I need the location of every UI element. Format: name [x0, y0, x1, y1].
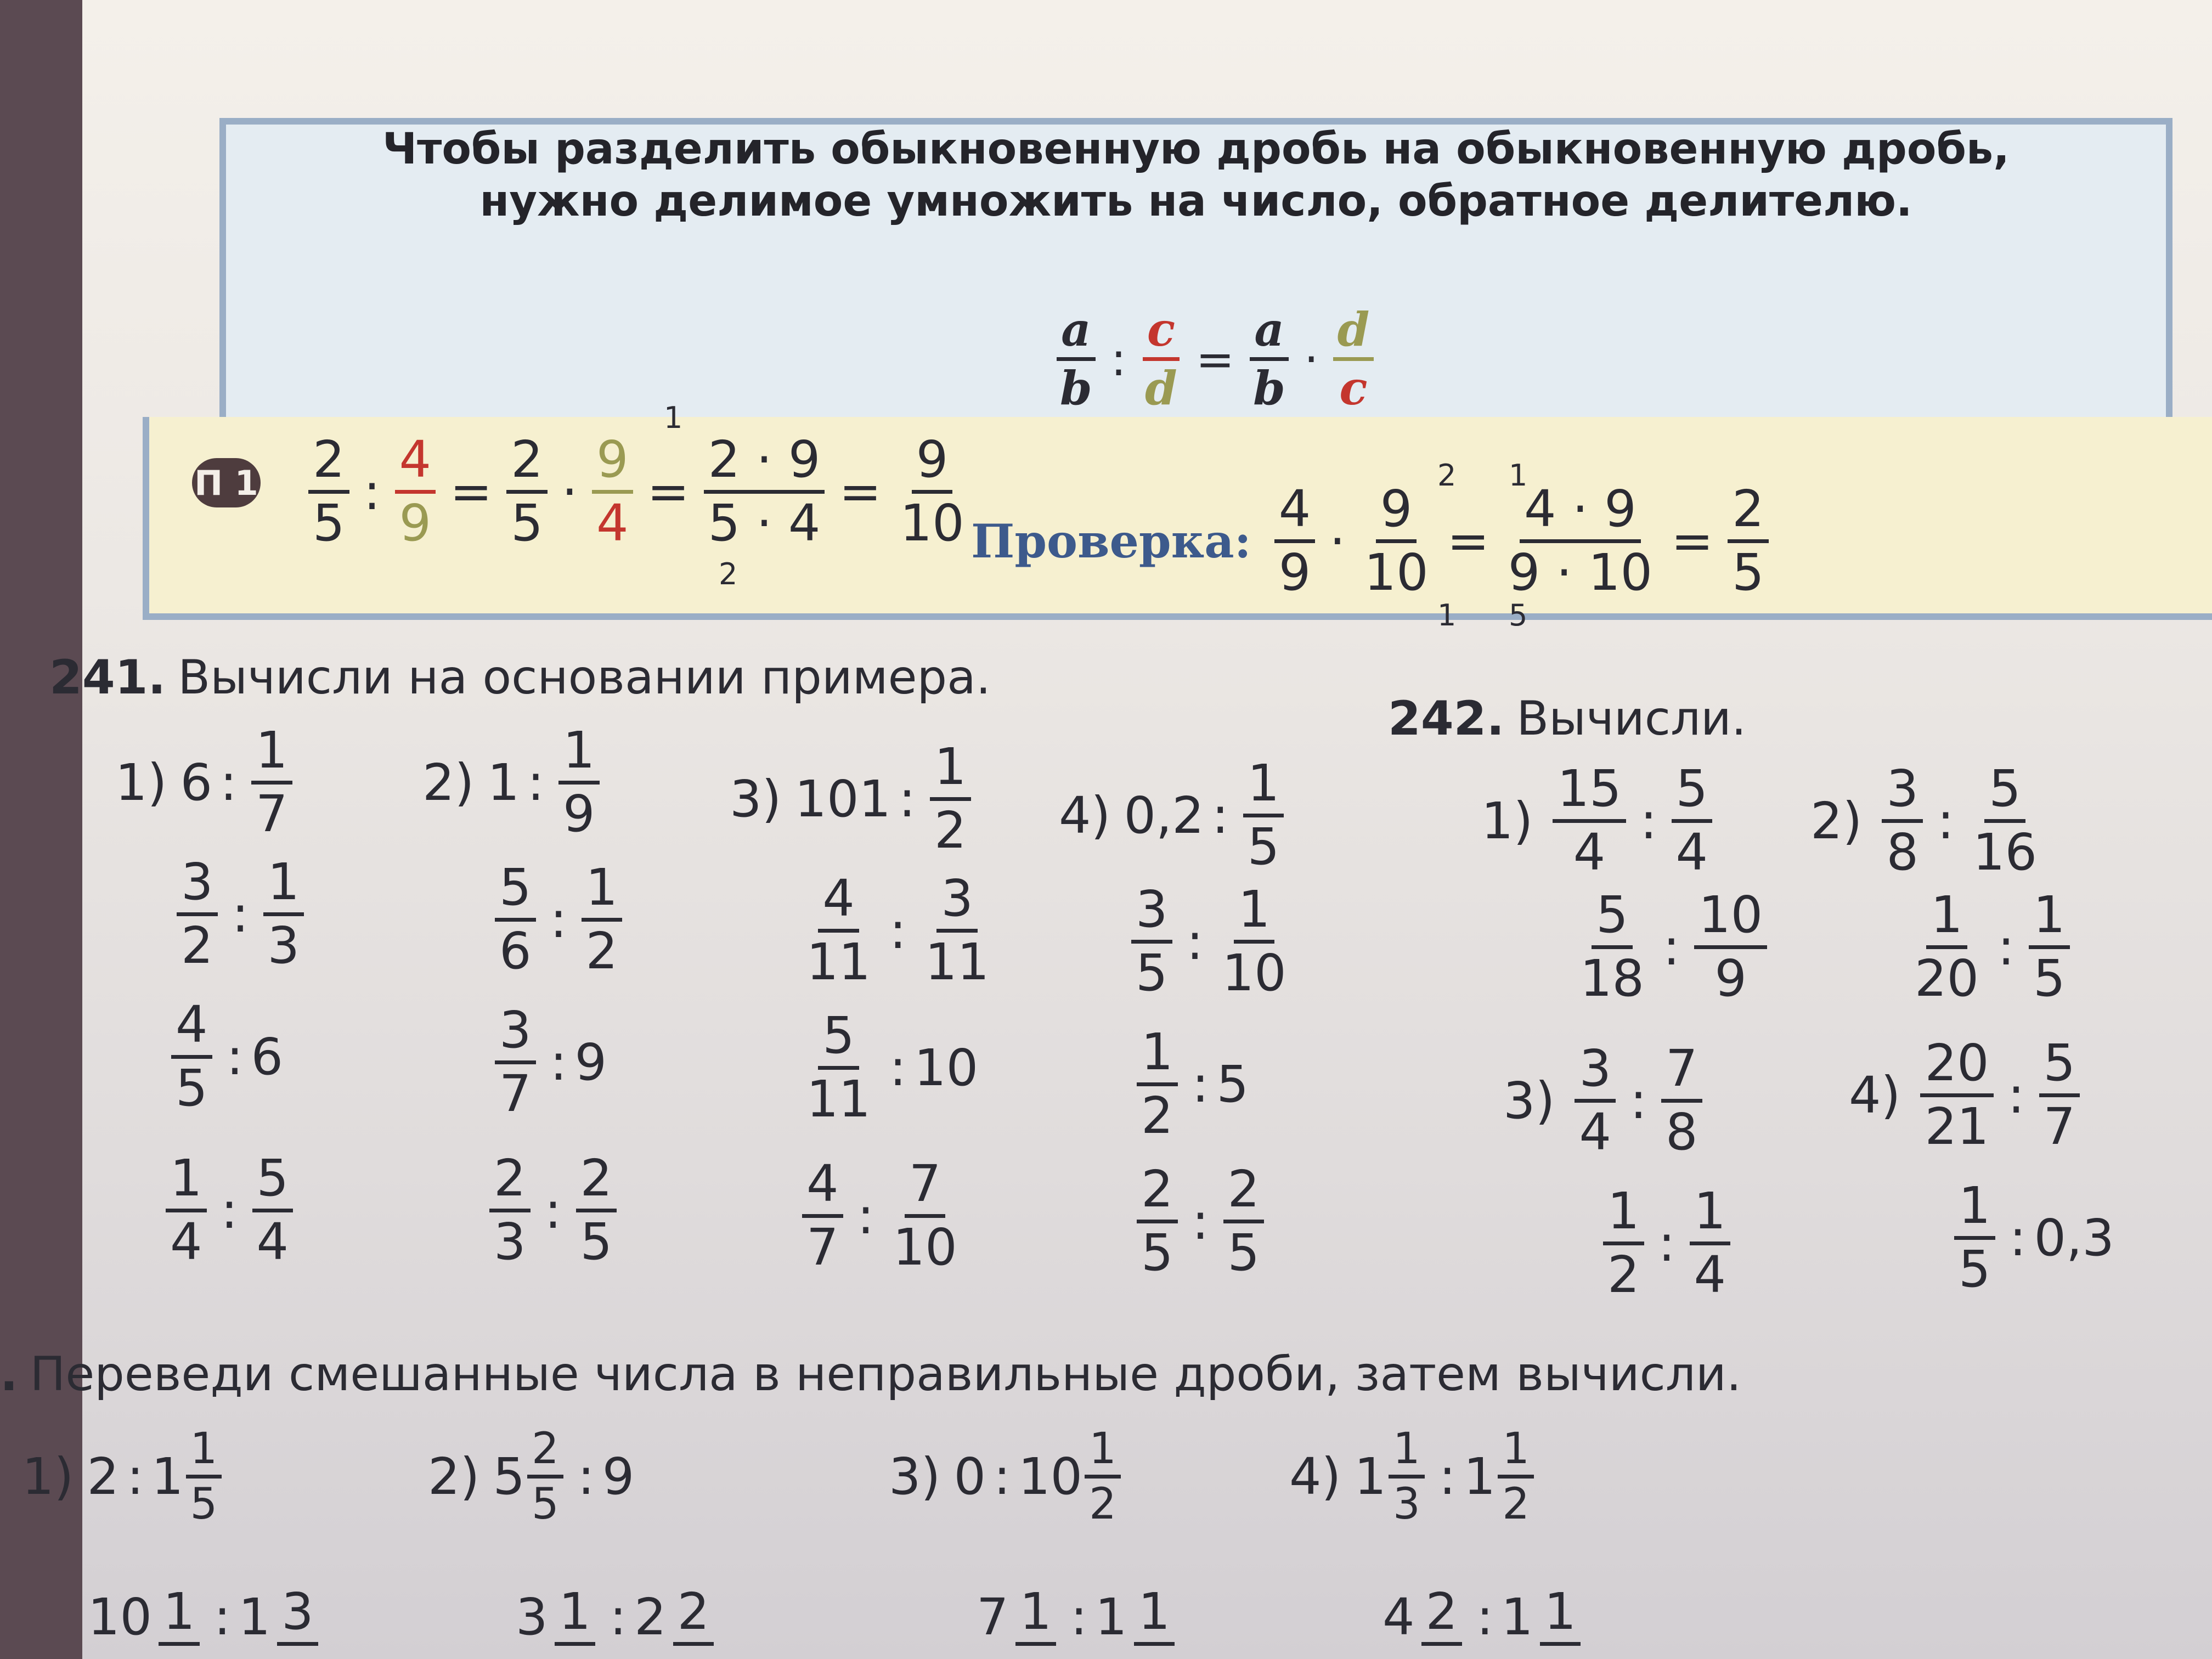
ex242-1-row1: 1) $\frac{15}{4}$ : $\frac{5}{4}$ [1481, 763, 1719, 879]
frac: $\frac{7}{10}$ [893, 1154, 957, 1277]
frac: $\frac{5}{7}$ [2039, 1037, 2080, 1153]
ex241-2-row3: $\frac{3}{7}$ : 9 [488, 1004, 607, 1120]
ex243-row2-4: 4 2 : 1 1 [1383, 1585, 1587, 1649]
exercise-243-heading [0, 1347, 1741, 1402]
mixed-number: 5 $\frac{2}{5}$ [493, 1426, 569, 1527]
ex242-3-row1: 3) $\frac{3}{4}$ : $\frac{7}{8}$ [1503, 1042, 1709, 1159]
ex242-4-row1: 4) $\frac{20}{21}$ : $\frac{5}{7}$ [1849, 1037, 2086, 1153]
ex241-1-row2: $\frac{3}{2}$ : $\frac{1}{3}$ [170, 856, 311, 972]
frac: $\frac{1}{7}$ [251, 724, 292, 840]
frac: $\frac{2}{5}$ [1223, 1163, 1265, 1279]
frac: $\frac{5}{18}$ [1580, 885, 1645, 1008]
ex241-2-row4: $\frac{2}{3}$ : $\frac{2}{5}$ [483, 1152, 623, 1268]
frac-product: $\frac{4 \cdot 9}{9 \cdot 10}$ [1508, 479, 1653, 602]
frac: $\frac{1}{2}$ [582, 861, 623, 978]
frac: $\frac{2}{3}$ [489, 1152, 531, 1268]
frac: $\frac{4}{9}$ [1274, 483, 1316, 599]
ex241-1-row3: $\frac{4}{5}$ : 6 [165, 998, 283, 1115]
mixed-number: 1 $\frac{1}{5}$ [151, 1426, 228, 1527]
check-expression: Проверка: $\frac{4}{9}$ · $\frac{9}{10}$ = $\frac{4 \cdot 9}{9 \cdot 10}$ = $\frac{2}{5}$ [971, 483, 1775, 599]
frac-result: $\frac{2}{5}$ [1728, 483, 1769, 599]
ex242-2-row2: $\frac{1}{20}$ : $\frac{1}{5}$ [1904, 889, 2076, 1005]
mixed-number: 1 $\frac{1}{2}$ [1464, 1426, 1541, 1527]
frac: $\frac{4}{7}$ [802, 1158, 843, 1274]
frac: $\frac{1}{4}$ [1690, 1185, 1731, 1301]
ex241-1-row4: $\frac{1}{4}$ : $\frac{5}{4}$ [159, 1152, 300, 1268]
check-label: Проверка: [971, 514, 1251, 568]
frac: $\frac{1}{10}$ [1222, 880, 1286, 1002]
frac: $\frac{5}{11}$ [806, 1006, 871, 1128]
rule-line-2: нужно делимое умножить на число, обратное делителю. [479, 177, 1912, 226]
rule-line-1: Чтобы разделить обыкновенную дробь на обыкновенную дробь, [382, 125, 2010, 174]
frac: $\frac{20}{21}$ [1920, 1037, 1993, 1153]
example-badge: П 1 [192, 458, 261, 507]
frac: $\frac{7}{8}$ [1661, 1042, 1702, 1159]
ex241-3-row1: 3) 101 : $\frac{1}{2}$ [730, 741, 978, 857]
frac: $\frac{1}{2}$ [1137, 1026, 1178, 1142]
ex242-1-row2: $\frac{5}{18}$ : $\frac{10}{9}$ [1569, 889, 1774, 1005]
ex243-4: 4) 1 $\frac{1}{3}$ : 1 $\frac{1}{2}$ [1289, 1426, 1541, 1527]
frac: $\frac{3}{4}$ [1575, 1042, 1616, 1159]
ex242-3-row2: $\frac{1}{2}$ : $\frac{1}{4}$ [1596, 1185, 1737, 1301]
cancel-top: 1 [664, 400, 683, 435]
frac: $\frac{10}{9}$ [1694, 889, 1767, 1005]
frac: $\frac{5}{6}$ [495, 861, 536, 978]
ex243-2: 2) 5 $\frac{2}{5}$ : 9 [428, 1424, 635, 1530]
ex241-3-row3: $\frac{5}{11}$ : 10 [795, 1009, 978, 1126]
check-cancel-bot-a: 1 [1437, 598, 1457, 633]
frac: $\frac{3}{11}$ [925, 869, 990, 991]
formula-frac-a-b-2: $\frac{a}{b}$ [1249, 306, 1290, 413]
frac: $\frac{1}{9}$ [558, 724, 600, 840]
frac: $\frac{5}{16}$ [1972, 759, 2038, 882]
frac: $\frac{2}{5}$ [576, 1152, 617, 1268]
frac: $\frac{1}{20}$ [1915, 885, 1979, 1008]
ex242-2-row1: 2) $\frac{3}{8}$ : $\frac{5}{16}$ [1810, 763, 2048, 879]
frac-red: $\frac{4}{9}$ [395, 433, 436, 550]
frac: $\frac{4}{11}$ [806, 869, 871, 991]
mixed-number: 1 $\frac{1}{3}$ [1354, 1426, 1431, 1527]
ex241-3-row4: $\frac{4}{7}$ : $\frac{7}{10}$ [795, 1158, 968, 1274]
frac: $\frac{1}{4}$ [166, 1152, 207, 1268]
frac-result: $\frac{9}{10}$ [900, 430, 964, 552]
ex241-1-row1: 1) 6 : $\frac{1}{7}$ [115, 724, 299, 840]
ex241-4-row3: $\frac{1}{2}$ : 5 [1130, 1026, 1249, 1142]
cancel-bottom: 2 [719, 557, 738, 591]
rule-box [219, 118, 2172, 458]
frac: $\frac{5}{4}$ [252, 1152, 294, 1268]
exercise-241-heading [49, 650, 991, 705]
ex243-row2-3: 7 1 : 1 1 [977, 1585, 1181, 1649]
exercise-number: 242. [1388, 691, 1505, 746]
ex242-4-row2: $\frac{1}{5}$ : 0,3 [1948, 1180, 2114, 1296]
frac: $\frac{1}{5}$ [1243, 757, 1284, 873]
frac: $\frac{15}{4}$ [1553, 763, 1626, 879]
frac: $\frac{4}{5}$ [171, 998, 212, 1115]
ex243-row2-1: 10 1 : 1 3 [88, 1585, 325, 1649]
ex241-2-row2: $\frac{5}{6}$ : $\frac{1}{2}$ [488, 861, 629, 978]
frac: $\frac{2}{5}$ [1137, 1163, 1178, 1279]
frac: $\frac{9}{10}$ [1364, 479, 1429, 602]
frac: $\frac{3}{7}$ [495, 1004, 536, 1120]
ex241-4-row2: $\frac{3}{5}$ : $\frac{1}{10}$ [1125, 883, 1297, 1000]
frac: $\frac{1}{2}$ [1603, 1185, 1644, 1301]
rule-formula: $\frac{a}{b}$ : $\frac{c}{d}$ = $\frac{a}{b}$ · $\frac{d}{c}$ [1049, 306, 1380, 413]
ex241-4-row4: $\frac{2}{5}$ : $\frac{2}{5}$ [1130, 1163, 1271, 1279]
formula-frac-d-c: $\frac{d}{c}$ [1333, 306, 1374, 413]
ex241-3-row2: $\frac{4}{11}$ : $\frac{3}{11}$ [795, 872, 1000, 989]
formula-frac-c-d: $\frac{c}{d}$ [1141, 306, 1182, 413]
frac-product: $\frac{2 \cdot 9}{5 \cdot 4}$ [704, 433, 825, 550]
frac: $\frac{2}{5}$ [506, 433, 548, 550]
exercise-title: Вычисли. [1516, 691, 1747, 746]
frac: $\frac{3}{5}$ [1131, 883, 1172, 1000]
ex241-2-row1: 2) 1 : $\frac{1}{9}$ [422, 724, 606, 840]
exercise-number: 241. [49, 650, 166, 705]
exercise-title: Вычисли на основании примера. [178, 650, 991, 705]
frac: $\frac{1}{5}$ [2029, 889, 2070, 1005]
check-cancel-top-a: 2 [1437, 458, 1457, 493]
exercise-number: . [0, 1347, 18, 1402]
ex243-1: 1) 2 : 1 $\frac{1}{5}$ [22, 1426, 228, 1527]
frac: $\frac{1}{5}$ [1954, 1180, 1995, 1296]
frac-inverted: $\frac{9}{4}$ [592, 433, 633, 550]
frac: $\frac{3}{8}$ [1882, 763, 1923, 879]
frac: $\frac{1}{3}$ [263, 856, 304, 972]
check-cancel-bot-b: 5 [1509, 598, 1528, 633]
frac: $\frac{1}{2}$ [930, 741, 971, 857]
frac: $\frac{3}{2}$ [177, 856, 218, 972]
frac: $\frac{2}{5}$ [308, 433, 349, 550]
check-cancel-top-b: 1 [1509, 458, 1528, 493]
mixed-number: 10 $\frac{1}{2}$ [1018, 1426, 1127, 1527]
exercise-242-heading [1388, 691, 1746, 746]
frac: $\frac{5}{4}$ [1672, 763, 1713, 879]
ex243-3: 3) 0 : 10 $\frac{1}{2}$ [889, 1426, 1127, 1527]
formula-frac-a-b: $\frac{a}{b}$ [1056, 306, 1097, 413]
exercise-title: Переведи смешанные числа в неправильные дроби, затем вычисли. [30, 1347, 1742, 1402]
ex241-4-row1: 4) 0,2 : $\frac{1}{5}$ [1059, 757, 1290, 873]
ex243-row2-2: 3 1 : 2 2 [516, 1585, 720, 1649]
example-expression: $\frac{2}{5}$ : $\frac{4}{9}$ = $\frac{2}{5}$ · $\frac{9}{4}$ = $\frac{2 \cdot 9}{5 \cdot 4}$ = $\frac{9}{10}$ [302, 433, 975, 550]
